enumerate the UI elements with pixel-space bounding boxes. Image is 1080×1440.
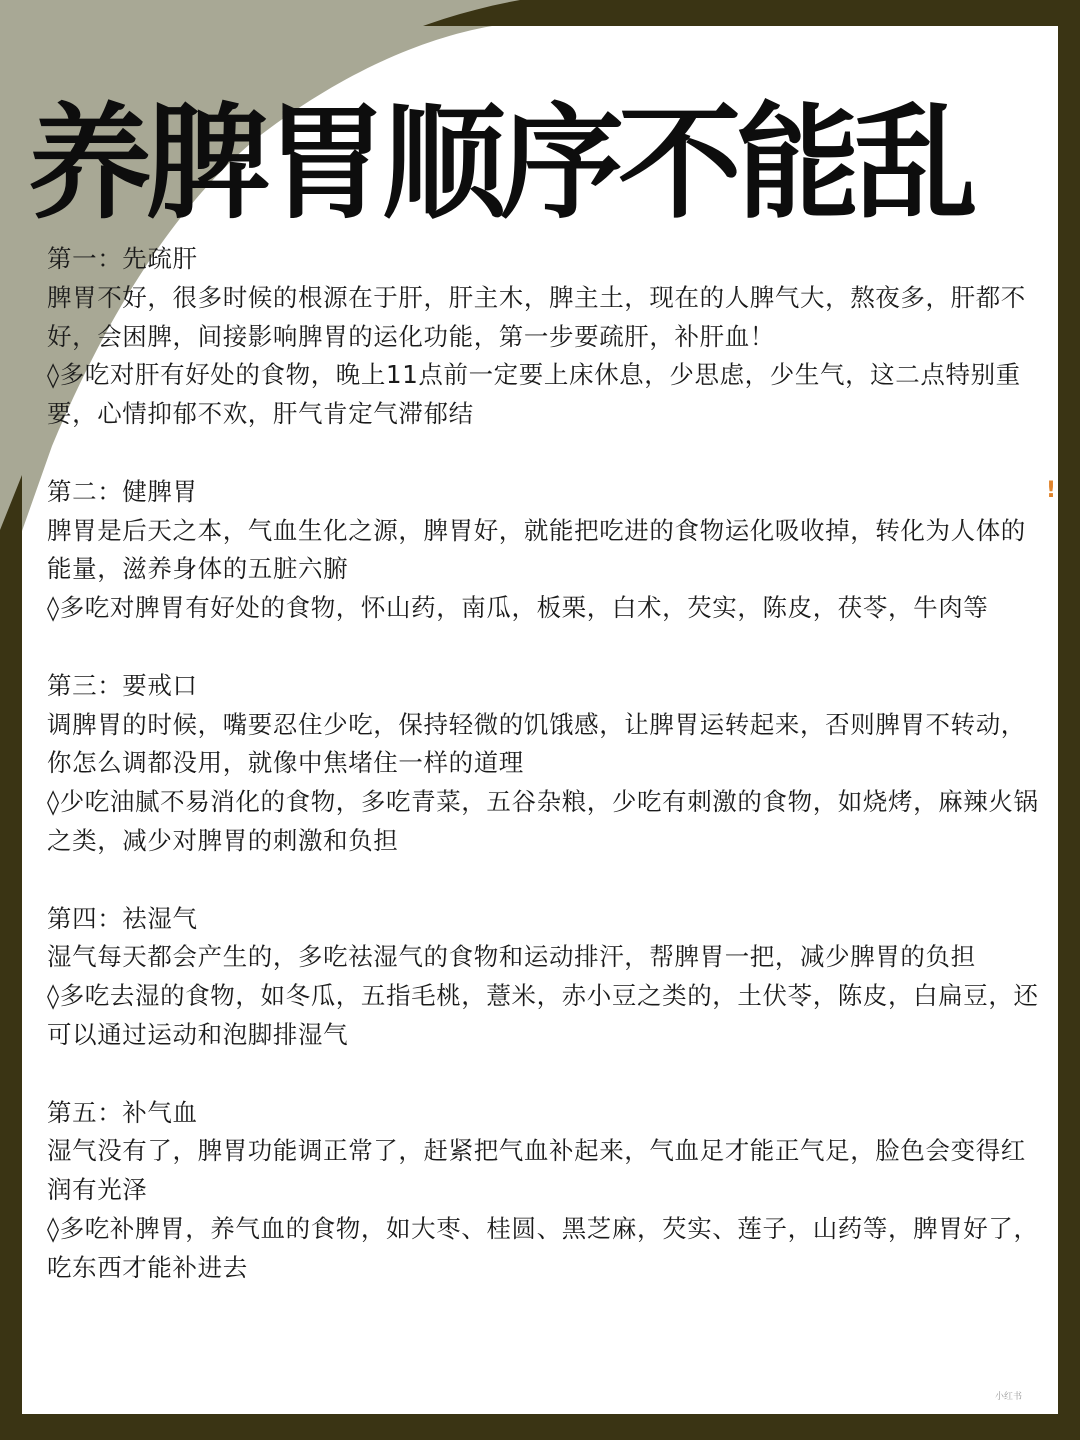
- section-3: [47, 667, 1042, 861]
- side-exclamation-mark: !: [1045, 478, 1056, 503]
- section-body: 脾胃是后天之本，气血生化之源，脾胃好，就能把吃进的食物运化吸收掉，转化为人体的能量，滋养身体的五脏六腑: [47, 515, 1026, 584]
- section-tip: ◊多吃对肝有好处的食物，晚上11点前一定要上床休息，少思虑，少生气，这二点特别重要，心情抑郁不欢，肝气肯定气滞郁结: [47, 360, 1021, 429]
- section-heading: 第三：要戒口: [47, 670, 198, 700]
- section-heading: 第一：先疏肝: [47, 244, 198, 273]
- section-body: 脾胃不好，很多时候的根源在于肝，肝主木，脾主土，现在的人脾气大，熬夜多，肝都不好，会困脾，间接影响脾胃的运化功能，第一步要疏肝，补肝血！: [47, 282, 1026, 351]
- page-title: 养脾胃顺序不能乱: [28, 92, 973, 236]
- watermark-logo: 小红书: [989, 1387, 1028, 1404]
- section-tip: ◊多吃去湿的食物，如冬瓜，五指毛桃，薏米，赤小豆之类的，土伏苓，陈皮，白扁豆，还可以通过运动和泡脚排湿气: [47, 981, 1039, 1049]
- section-heading: 第二：健脾胃: [47, 476, 198, 506]
- content-card: [22, 26, 1058, 1414]
- section-1: [47, 240, 1042, 434]
- section-2: [47, 473, 1042, 628]
- section-tip: ◊多吃补脾胃，养气血的食物，如大枣、桂圆、黑芝麻，芡实、莲子，山药等，脾胃好了，吃东西才能补进去: [47, 1213, 1039, 1282]
- section-tip: ◊少吃油腻不易消化的食物，多吃青菜，五谷杂粮，少吃有刺激的食物，如烧烤，麻辣火锅之类，减少对脾胃的刺激和负担: [47, 787, 1039, 855]
- section-heading: 第四：祛湿气: [47, 903, 198, 933]
- section-body: 调脾胃的时候，嘴要忍住少吃，保持轻微的饥饿感，让脾胃运转起来，否则脾胃不转动，你怎么调都没用，就像中焦堵住一样的道理: [47, 709, 1026, 778]
- article-body: [47, 240, 1042, 1326]
- section-tip: ◊多吃对脾胃有好处的食物，怀山药，南瓜，板栗，白术，芡实，陈皮，茯苓，牛肉等: [47, 593, 989, 623]
- section-body: 湿气每天都会产生的，多吃祛湿气的食物和运动排汗，帮脾胃一把，减少脾胃的负担: [47, 942, 976, 972]
- section-4: [47, 900, 1042, 1055]
- section-5: [47, 1094, 1042, 1288]
- section-heading: 第五：补气血: [47, 1097, 198, 1127]
- section-body: 湿气没有了，脾胃功能调正常了，赶紧把气血补起来，气血足才能正气足，脸色会变得红润有光泽: [47, 1136, 1026, 1205]
